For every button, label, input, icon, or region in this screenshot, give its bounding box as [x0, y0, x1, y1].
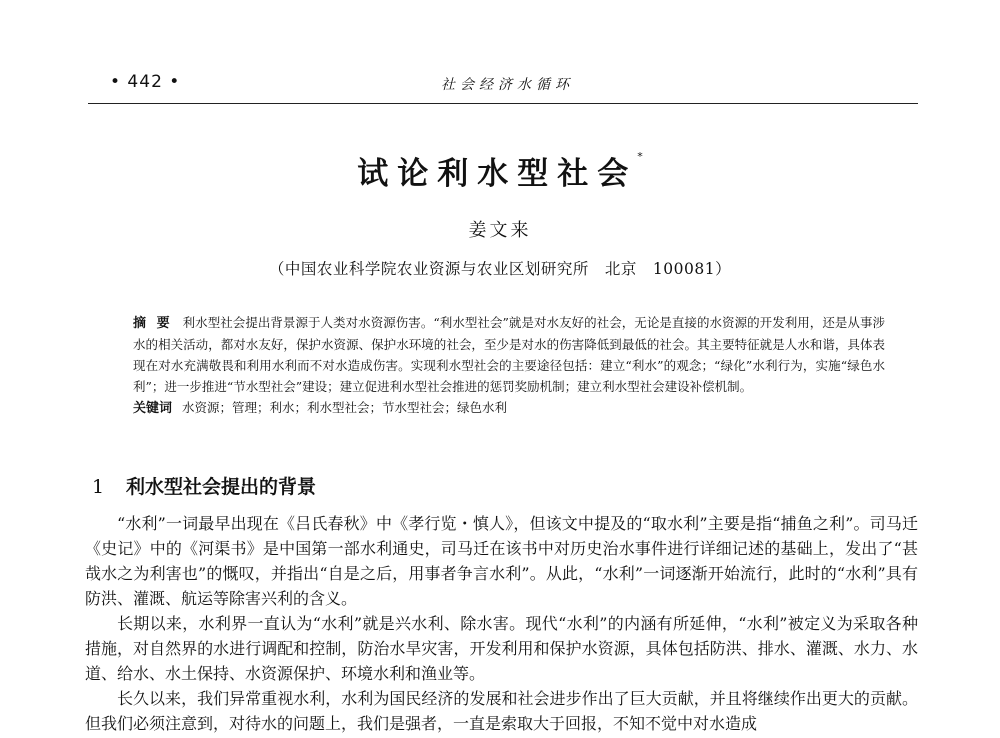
title-footnote-mark: * — [637, 150, 643, 163]
keywords-label: 关键词 — [133, 401, 173, 416]
section-heading — [92, 472, 922, 499]
body-paragraph: 长期以来，水利界一直认为“水利”就是兴水利、除水害。现代“水利”的内涵有所延伸，“水利”被定义为采取各种措施，对自然界的水进行调配和控制，防治水旱灾害，开发利用和保护水资源，具体包括防洪、排水、灌溉、水力、水道、给水、水土保持、水资源保护、环境水利和渔业等。 — [85, 614, 918, 683]
abstract-block — [133, 312, 885, 419]
section-title: 利水型社会提出的背景 — [126, 476, 317, 498]
abstract-paragraph — [133, 312, 885, 397]
running-header — [88, 70, 918, 100]
author-affiliation: （中国农业科学院农业资源与农业区划研究所 北京 100081） — [268, 260, 732, 278]
body-paragraph: 长久以来，我们异常重视水利，水利为国民经济的发展和社会进步作出了巨大贡献，并且将继续作出更大的贡献。但我们必须注意到，对待水的问题上，我们是强者，一直是索取大于回报，不知不觉中对水造成 — [85, 689, 918, 733]
header-rule — [88, 103, 918, 104]
article-title — [0, 148, 1000, 193]
journal-section-name: 社会经济水循环 — [441, 77, 574, 93]
keywords-paragraph — [133, 397, 885, 419]
body-paragraph: “水利”一词最早出现在《吕氏春秋》中《孝行览・慎人》，但该文中提及的“取水利”主要是指“捕鱼之利”。司马迁《史记》中的《河渠书》是中国第一部水利通史，司马迁在该书中对历史治水事件进行详细记述的基础上，发出了“甚哉水之为利害也”的慨叹，并指出“自是之后，用事者争言水利”。从此，“水利”一词逐渐开始流行，此时的“水利”具有防洪、灌溉、航运等除害兴利的含义。 — [85, 514, 918, 608]
author-name: 姜文来 — [468, 220, 532, 241]
article-title-text: 试论利水型社会 — [357, 156, 638, 192]
keywords-text: 水资源；管理；利水；利水型社会；节水型社会；绿色水利 — [182, 400, 508, 415]
abstract-text: 利水型社会提出背景源于人类对水资源伤害。“利水型社会”就是对水友好的社会，无论是直接的水资源的开发利用，还是从事涉水的相关活动，都对水友好，保护水资源、保护水环境的社会，至少是对水的伤害降低到最低的社会。其主要特征就是人水和谐，具体表现在对水充满敬畏和利用水利而不对水造成伤害。实现利水型社会的主要途径包括：建立“利水”的观念；“绿化”水利行为，实施“绿色水利”；进一步推进“节水型社会”建设；建立促进利水型社会推进的惩罚奖励机制；建立利水型社会建设补偿机制。 — [133, 315, 885, 394]
section-body — [85, 511, 918, 736]
section-number: 1 — [92, 476, 105, 498]
page-number: • 442 • — [110, 72, 181, 92]
abstract-label: 摘 要 — [133, 316, 173, 331]
